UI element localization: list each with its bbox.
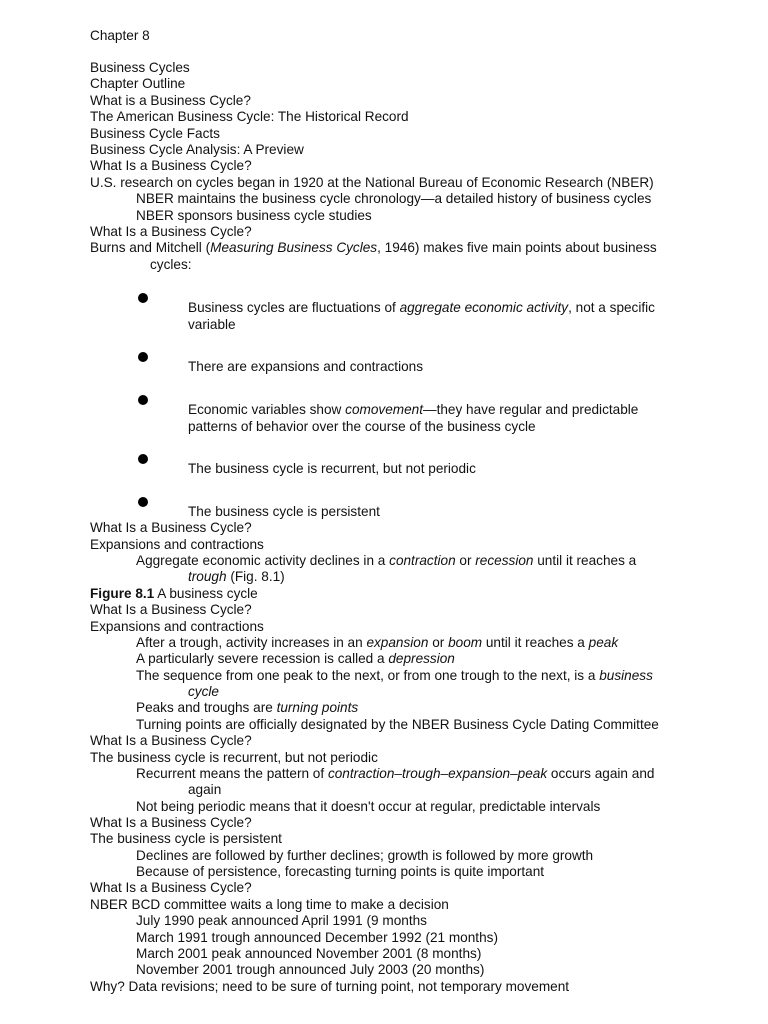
bullet-text: The business cycle is recurrent, but not periodic: [188, 461, 476, 476]
subsection-heading: The business cycle is persistent: [90, 831, 282, 846]
sub-line-continued: trough (Fig. 8.1): [188, 569, 285, 584]
body-line-continued: cycles:: [150, 257, 192, 272]
body-line: Burns and Mitchell (Measuring Business Cycles, 1946) makes five main points about business: [90, 240, 657, 255]
section-heading: What Is a Business Cycle?: [90, 815, 252, 830]
sub-line-continued: again: [188, 782, 222, 797]
outline-item: What is a Business Cycle?: [90, 93, 251, 108]
sub-line: After a trough, activity increases in an expansion or boom until it reaches a peak: [136, 635, 619, 650]
section-heading: What Is a Business Cycle?: [90, 158, 252, 173]
sub-line: Because of persistence, forecasting turning points is quite important: [136, 864, 545, 879]
announcement-item: March 2001 peak announced November 2001 (8 months): [136, 946, 482, 961]
announcement-item: March 1991 trough announced December 1992 (21 months): [136, 930, 498, 945]
body-line: U.S. research on cycles began in 1920 at the National Bureau of Economic Research (NBER): [90, 175, 654, 190]
subsection-heading: Expansions and contractions: [90, 537, 264, 552]
bullet-icon: [138, 454, 148, 464]
sub-line: Not being periodic means that it doesn't occur at regular, predictable intervals: [136, 799, 601, 814]
sub-line: A particularly severe recession is called a depression: [136, 651, 455, 666]
bullet-text: Business cycles are fluctuations of aggregate economic activity, not a specific: [188, 300, 655, 315]
outline-item: Business Cycle Analysis: A Preview: [90, 142, 304, 157]
subsection-heading: The business cycle is recurrent, but not periodic: [90, 750, 378, 765]
sub-line: The sequence from one peak to the next, or from one trough to the next, is a business: [136, 668, 653, 683]
sub-line: Turning points are officially designated by the NBER Business Cycle Dating Committee: [136, 717, 659, 732]
bullet-icon: [138, 293, 148, 303]
bullet-text: The business cycle is persistent: [188, 504, 380, 519]
chapter-title: Business Cycles: [90, 60, 190, 75]
subsection-heading: NBER BCD committee waits a long time to make a decision: [90, 897, 449, 912]
announcement-item: November 2001 trough announced July 2003 (20 months): [136, 962, 485, 977]
chapter-number: Chapter 8: [90, 28, 150, 43]
sub-line: Recurrent means the pattern of contraction–trough–expansion–peak occurs again and: [136, 766, 655, 781]
bullet-text-continued: patterns of behavior over the course of the business cycle: [188, 419, 536, 434]
outline-item: The American Business Cycle: The Historical Record: [90, 109, 409, 124]
outline-item: Business Cycle Facts: [90, 126, 220, 141]
figure-caption: Figure 8.1 A business cycle: [90, 586, 258, 601]
outline-heading: Chapter Outline: [90, 76, 186, 91]
bullet-icon: [138, 497, 148, 507]
sub-line: Declines are followed by further declines; growth is followed by more growth: [136, 848, 594, 863]
bullet-text: Economic variables show comovement—they have regular and predictable: [188, 402, 639, 417]
subsection-heading: Expansions and contractions: [90, 619, 264, 634]
section-heading: What Is a Business Cycle?: [90, 880, 252, 895]
announcement-item: July 1990 peak announced April 1991 (9 months: [136, 913, 427, 928]
section-heading: What Is a Business Cycle?: [90, 520, 252, 535]
book-title: Measuring Business Cycles: [210, 240, 378, 255]
bullet-icon: [138, 352, 148, 362]
sub-line: NBER sponsors business cycle studies: [136, 208, 372, 223]
section-heading: What Is a Business Cycle?: [90, 733, 252, 748]
sub-line-continued: cycle: [188, 684, 219, 699]
figure-label: Figure 8.1: [90, 586, 155, 601]
sub-line: NBER maintains the business cycle chronology—a detailed history of business cycles: [136, 191, 652, 206]
sub-line: Aggregate economic activity declines in a contraction or recession until it reaches a: [136, 553, 637, 568]
body-line: Why? Data revisions; need to be sure of turning point, not temporary movement: [90, 979, 570, 994]
bullet-text-continued: variable: [188, 317, 236, 332]
section-heading: What Is a Business Cycle?: [90, 602, 252, 617]
sub-line: Peaks and troughs are turning points: [136, 700, 359, 715]
section-heading: What Is a Business Cycle?: [90, 224, 252, 239]
bullet-icon: [138, 395, 148, 405]
bullet-text: There are expansions and contractions: [188, 359, 424, 374]
